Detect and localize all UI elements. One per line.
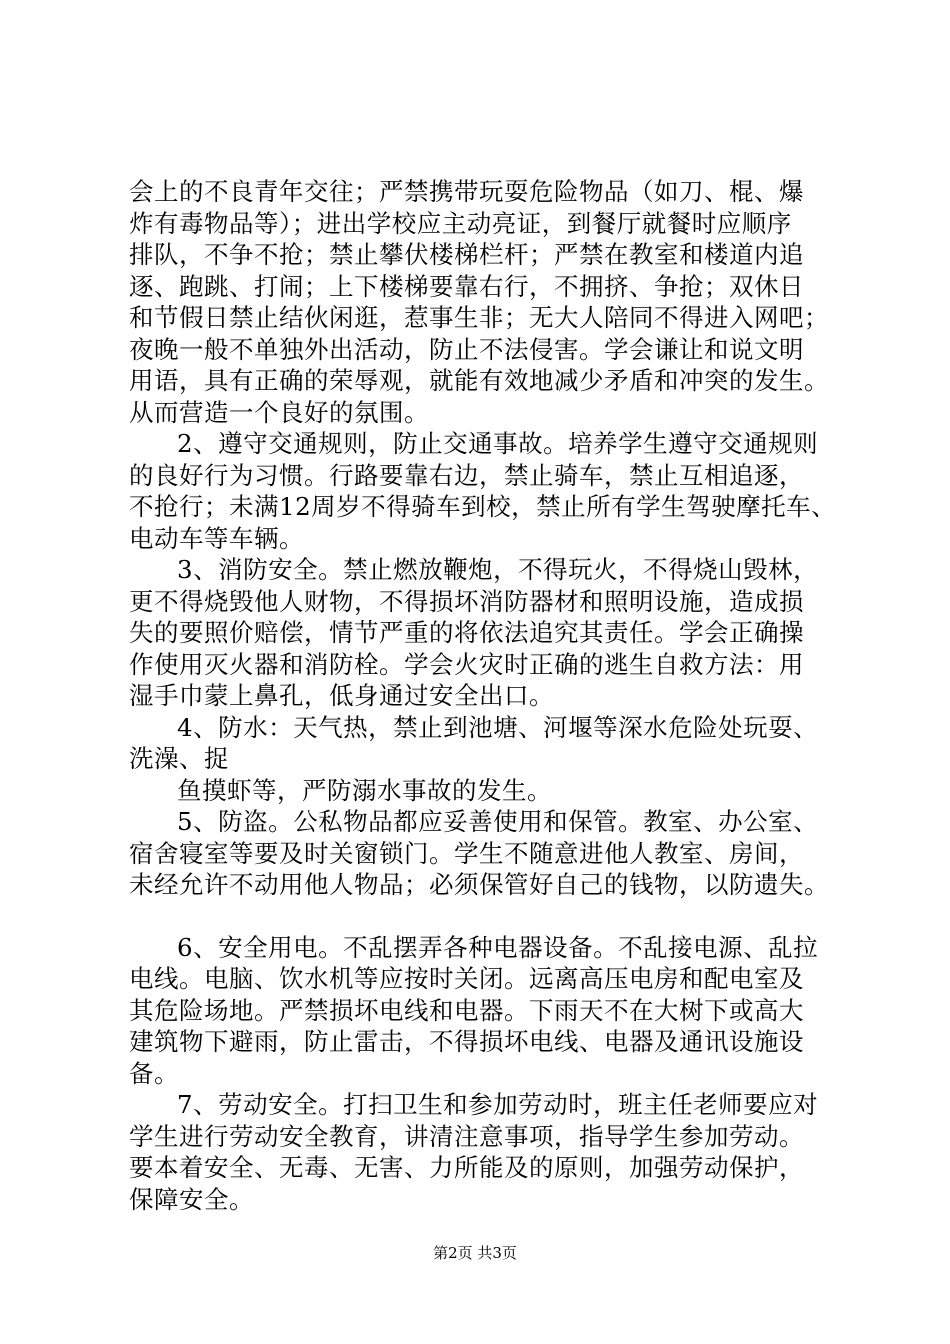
paragraph-start-line: 7、劳动安全。打扫卫生和参加劳动时，班主任老师要应对 <box>177 1090 819 1119</box>
text-line: 用语，具有正确的荣辱观，就能有效地减少矛盾和冲突的发生。 <box>129 366 829 395</box>
text-line: 的良好行为习惯。行路要靠右边，禁止骑车，禁止互相追逐， <box>129 460 804 490</box>
text-line: 电动车等车辆。 <box>129 523 304 553</box>
text-line: 湿手巾蒙上鼻孔，低身通过安全出口。 <box>129 681 554 710</box>
text-line: 洗澡、捉 <box>129 744 229 773</box>
text-line: 建筑物下避雨，防止雷击，不得损坏电线、电器及通讯设施设 <box>129 1027 804 1056</box>
text-line: 鱼摸虾等，严防溺水事故的发生。 <box>177 775 552 805</box>
text-line: 失的要照价赔偿，情节严重的将依法追究其责任。学会正确操 <box>129 618 804 647</box>
text-line: 会上的不良青年交往；严禁携带玩耍危险物品（如刀、棍、爆 <box>129 177 804 206</box>
blank-line <box>129 901 849 932</box>
text-line: 和节假日禁止结伙闲逛，惹事生非；无大人陪同不得进入网吧； <box>129 303 829 332</box>
text-line: 电线。电脑、饮水机等应按时关闭。远离高压电房和配电室及 <box>129 964 804 993</box>
text-line: 作使用灭火器和消防栓。学会火灾时正确的逃生自救方法：用 <box>129 649 804 679</box>
text-line: 从而营造一个良好的氛围。 <box>129 397 429 427</box>
text-line: 其危险场地。严禁损坏电线和电器。下雨天不在大树下或高大 <box>129 995 804 1025</box>
text-line: 学生进行劳动安全教育，讲清注意事项，指导学生参加劳动。 <box>129 1121 804 1151</box>
text-line: 保障安全。 <box>129 1184 254 1214</box>
paragraph-start-line: 2、遵守交通规则，防止交通事故。培养学生遵守交通规则 <box>177 429 819 458</box>
text-line: 夜晚一般不单独外出活动，防止不法侵害。学会谦让和说文明 <box>129 334 804 364</box>
text-line: 逐、跑跳、打闹；上下楼梯要靠右行，不拥挤、争抢；双休日 <box>129 271 804 301</box>
text-line: 要本着安全、无毒、无害、力所能及的原则，加强劳动保护， <box>129 1153 804 1182</box>
paragraph-start-line: 3、消防安全。禁止燃放鞭炮，不得玩火，不得烧山毁林， <box>177 555 819 584</box>
document-body <box>129 176 849 1215</box>
text-line: 不抢行；未满12周岁不得骑车到校，禁止所有学生驾驶摩托车、 <box>129 492 837 521</box>
text-line: 备。 <box>129 1058 179 1088</box>
text-line: 炸有毒物品等）；进出学校应主动亮证，到餐厅就餐时应顺序 <box>129 208 792 238</box>
page-number-footer: 第2页 共3页 <box>433 1244 517 1262</box>
paragraph-start-line: 5、防盗。公私物品都应妥善使用和保管。教室、办公室、 <box>177 807 819 836</box>
text-line: 未经允许不动用他人物品；必须保管好自己的钱物，以防遗失。 <box>129 870 829 899</box>
text-line: 宿舍寝室等要及时关窗锁门。学生不随意进他人教室、房间， <box>129 838 804 868</box>
paragraph-start-line: 6、安全用电。不乱摆弄各种电器设备。不乱接电源、乱拉 <box>177 932 819 962</box>
paragraph-start-line: 4、防水：天气热，禁止到池塘、河堰等深水危险处玩耍、 <box>177 712 819 742</box>
text-line: 排队，不争不抢；禁止攀伏楼梯栏杆；严禁在教室和楼道内追 <box>129 240 804 269</box>
text-line: 更不得烧毁他人财物，不得损坏消防器材和照明设施，造成损 <box>129 586 804 616</box>
